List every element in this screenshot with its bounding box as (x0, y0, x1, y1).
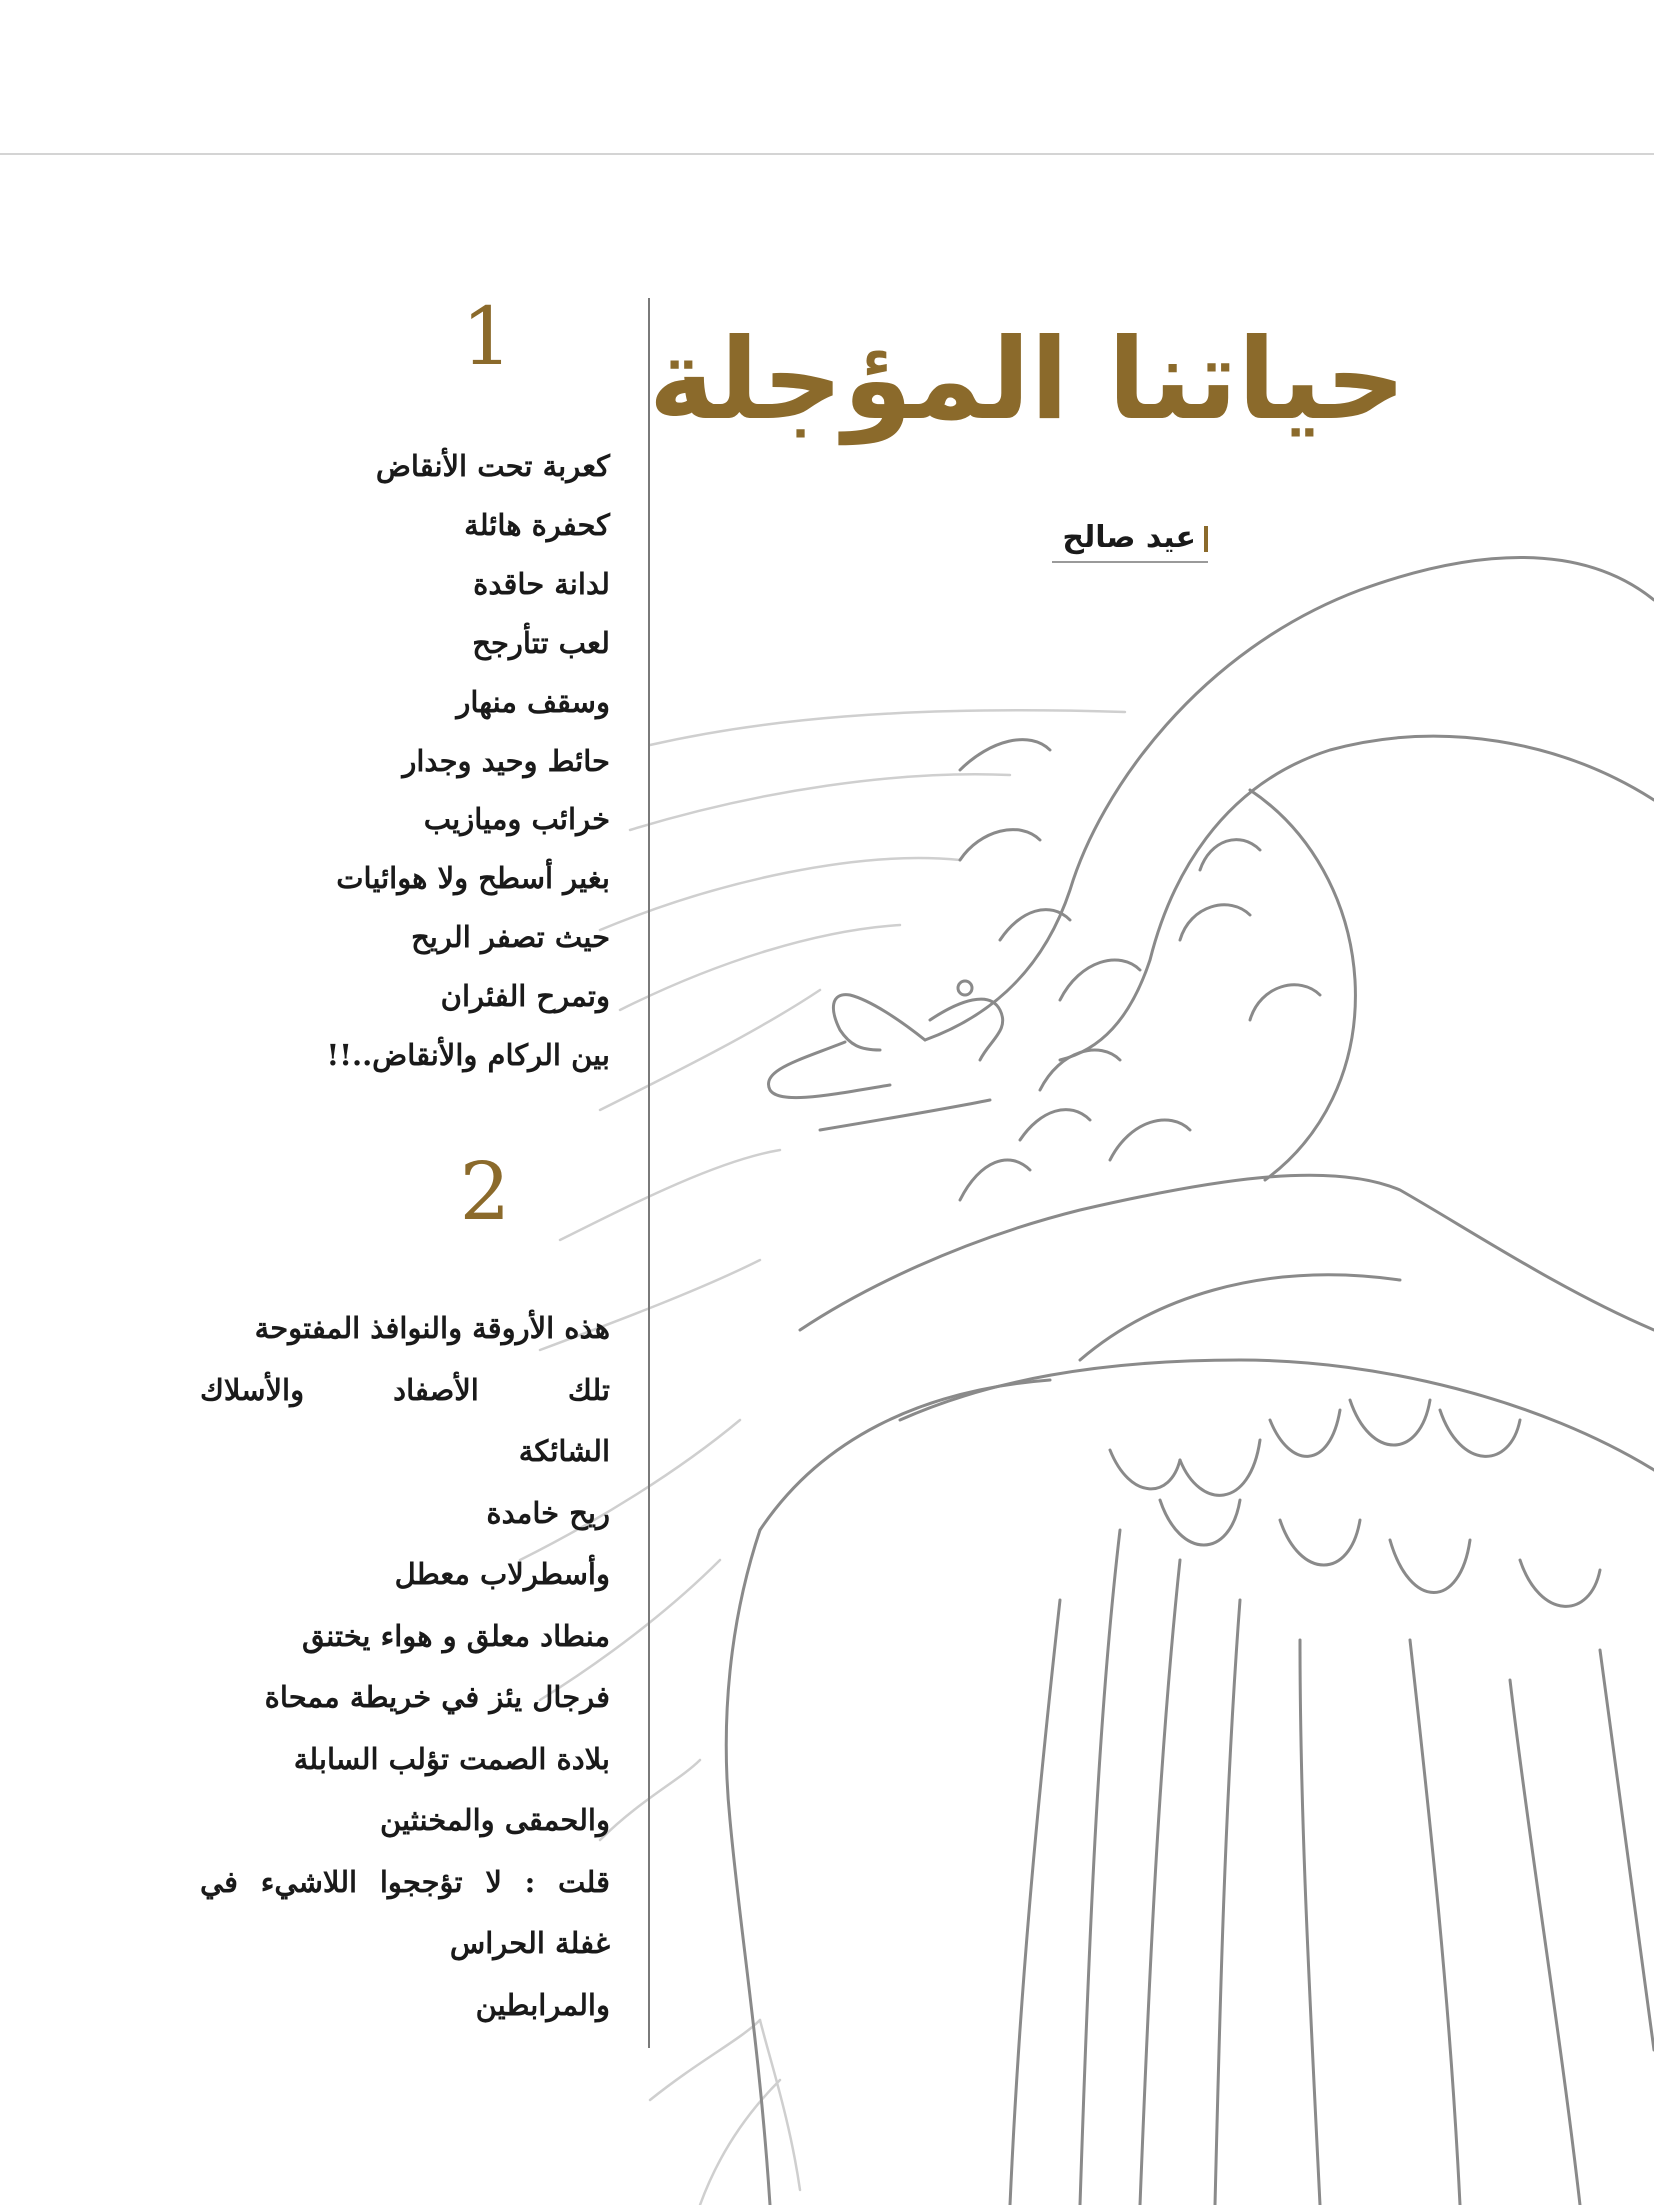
poem-line: والمرابطين (475, 1987, 610, 2022)
poem-line: منطاد معلق و هواء يختنق (302, 1618, 610, 1653)
stanza-2 (200, 1298, 610, 2036)
poem-line: تلك الأصفاد والأسلاك (200, 1372, 610, 1407)
poem-line: الشائكة (518, 1434, 610, 1468)
poem-line: لدانة حاقدة (473, 566, 610, 601)
poem-line: حيث تصفر الريح (411, 920, 610, 955)
poem-line: بين الركام والأنقاض..!! (326, 1038, 610, 1073)
poem-line: بغير أسطح ولا هوائيات (336, 861, 610, 896)
author-byline (1052, 515, 1208, 563)
poem-line: ريح خامدة (486, 1495, 610, 1530)
poem-line: قلت : لا تؤججوا اللاشيء في (200, 1864, 610, 1899)
poem-title: حياتنا المؤجلة (648, 315, 1406, 445)
poem-line: كحفرة هائلة (464, 507, 610, 542)
poem-line: خرائب وميازيب (423, 802, 610, 837)
stanza-1 (200, 437, 610, 1085)
section-number: 1 (461, 290, 513, 383)
poem-line: كعربة تحت الأنقاض (375, 449, 610, 483)
section-number: 2 (459, 1145, 511, 1238)
poem-line: فرجال يئز في خريطة ممحاة (264, 1680, 610, 1714)
poem-line: وأسطرلاب معطل (394, 1557, 610, 1591)
poem-line: والحمقى والمخنثين (379, 1803, 610, 1837)
column-divider (648, 298, 650, 2048)
poem-line: وتمرح الفئران (440, 979, 610, 1014)
poem-line: هذه الأروقة والنوافذ المفتوحة (254, 1311, 610, 1345)
poem-line: بلادة الصمت تؤلب السابلة (293, 1741, 610, 1776)
poem-line: حائط وحيد وجدار (402, 743, 610, 778)
byline-accent-bar (1204, 526, 1208, 552)
poem-line: غفلة الحراس (449, 1926, 610, 1960)
poem-line: وسقف منهار (456, 684, 610, 719)
poem-line: لعب تتأرجح (472, 625, 610, 660)
author-name: عيد صالح (1062, 520, 1196, 555)
